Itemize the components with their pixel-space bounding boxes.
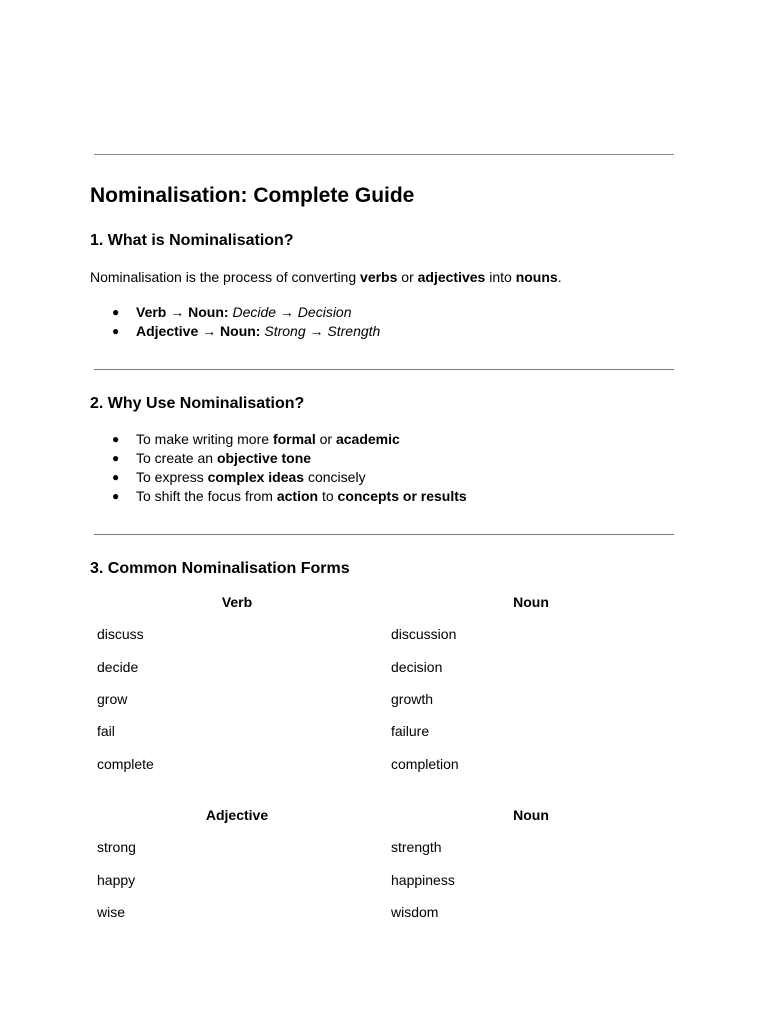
list-item: [110, 430, 467, 449]
example-value: Decide → Decision: [232, 304, 352, 320]
adjective-noun-table: [90, 799, 678, 928]
section-heading-why-use: 2. Why Use Nominalisation?: [90, 395, 305, 412]
intro-bold-verbs: verbs: [360, 269, 398, 285]
reason-text: To create an: [136, 450, 217, 466]
column-header-noun: Noun: [513, 807, 549, 823]
table-row: [90, 748, 678, 780]
reason-text: To express: [136, 469, 208, 485]
conversion-examples-list: [110, 303, 380, 341]
column-header-adjective: Adjective: [205, 807, 269, 823]
horizontal-rule: [94, 154, 674, 155]
table-cell: strong: [97, 839, 136, 856]
intro-bold-nouns: nouns: [515, 269, 558, 285]
horizontal-rule: [94, 369, 674, 370]
table-header-row: [90, 586, 678, 618]
horizontal-rule: [94, 534, 674, 535]
bullet-icon: ●: [112, 470, 120, 484]
table-cell: wise: [97, 903, 126, 920]
table-row: [90, 683, 678, 715]
section-heading-common-forms: 3. Common Nominalisation Forms: [90, 560, 350, 577]
bullet-icon: ●: [112, 324, 120, 338]
intro-bold-adjectives: adjectives: [417, 269, 486, 285]
table-row: [90, 831, 678, 863]
intro-text: or: [397, 269, 418, 285]
table-row: [90, 896, 678, 928]
table-cell: complete: [97, 755, 154, 772]
bullet-icon: ●: [112, 489, 120, 503]
table-cell: discuss: [97, 626, 144, 643]
reason-text: concisely: [304, 469, 366, 485]
list-item: [110, 303, 380, 322]
column-header-noun: Noun: [513, 594, 549, 610]
table-row: [90, 715, 678, 747]
reason-text: To shift the focus from: [136, 488, 277, 504]
list-item: [110, 487, 467, 506]
table-header-row: [90, 799, 678, 831]
table-row: [90, 863, 678, 895]
table-cell: strength: [391, 839, 442, 856]
page-title: Nominalisation: Complete Guide: [90, 184, 415, 207]
table-cell: failure: [391, 723, 430, 740]
verb-noun-table: [90, 586, 678, 780]
reason-bold: academic: [335, 431, 400, 447]
bullet-icon: ●: [112, 451, 120, 465]
column-header-verb: Verb: [221, 594, 253, 610]
bullet-icon: ●: [112, 305, 120, 319]
table-cell: decide: [97, 658, 139, 675]
example-label: Adjective → Noun:: [136, 323, 261, 339]
table-cell: happiness: [391, 871, 455, 888]
reason-bold: concepts or results: [337, 488, 467, 504]
table-cell: discussion: [391, 626, 457, 643]
section-heading-what-is: 1. What is Nominalisation?: [90, 232, 294, 249]
intro-text: into: [485, 269, 516, 285]
table-cell: happy: [97, 871, 136, 888]
reasons-list: [110, 430, 467, 506]
reason-bold: formal: [272, 431, 316, 447]
reason-bold: action: [276, 488, 319, 504]
table-row: [90, 618, 678, 650]
example-label: Verb → Noun:: [136, 304, 229, 320]
reason-text: or: [315, 431, 336, 447]
intro-paragraph: [90, 269, 562, 285]
table-cell: decision: [391, 658, 443, 675]
table-cell: completion: [391, 755, 459, 772]
bullet-icon: ●: [112, 432, 120, 446]
list-item: [110, 322, 380, 341]
table-cell: fail: [97, 723, 115, 740]
table-row: [90, 650, 678, 682]
list-item: [110, 449, 467, 468]
reason-text: To make writing more: [136, 431, 273, 447]
table-cell: wisdom: [391, 903, 439, 920]
example-value: Strong → Strength: [264, 323, 381, 339]
reason-bold: complex ideas: [207, 469, 305, 485]
table-cell: grow: [97, 690, 128, 707]
intro-text: Nominalisation is the process of converting: [90, 269, 361, 285]
reason-text: to: [318, 488, 338, 504]
list-item: [110, 468, 467, 487]
table-cell: growth: [391, 690, 434, 707]
intro-text: .: [557, 269, 562, 285]
reason-bold: objective tone: [216, 450, 312, 466]
